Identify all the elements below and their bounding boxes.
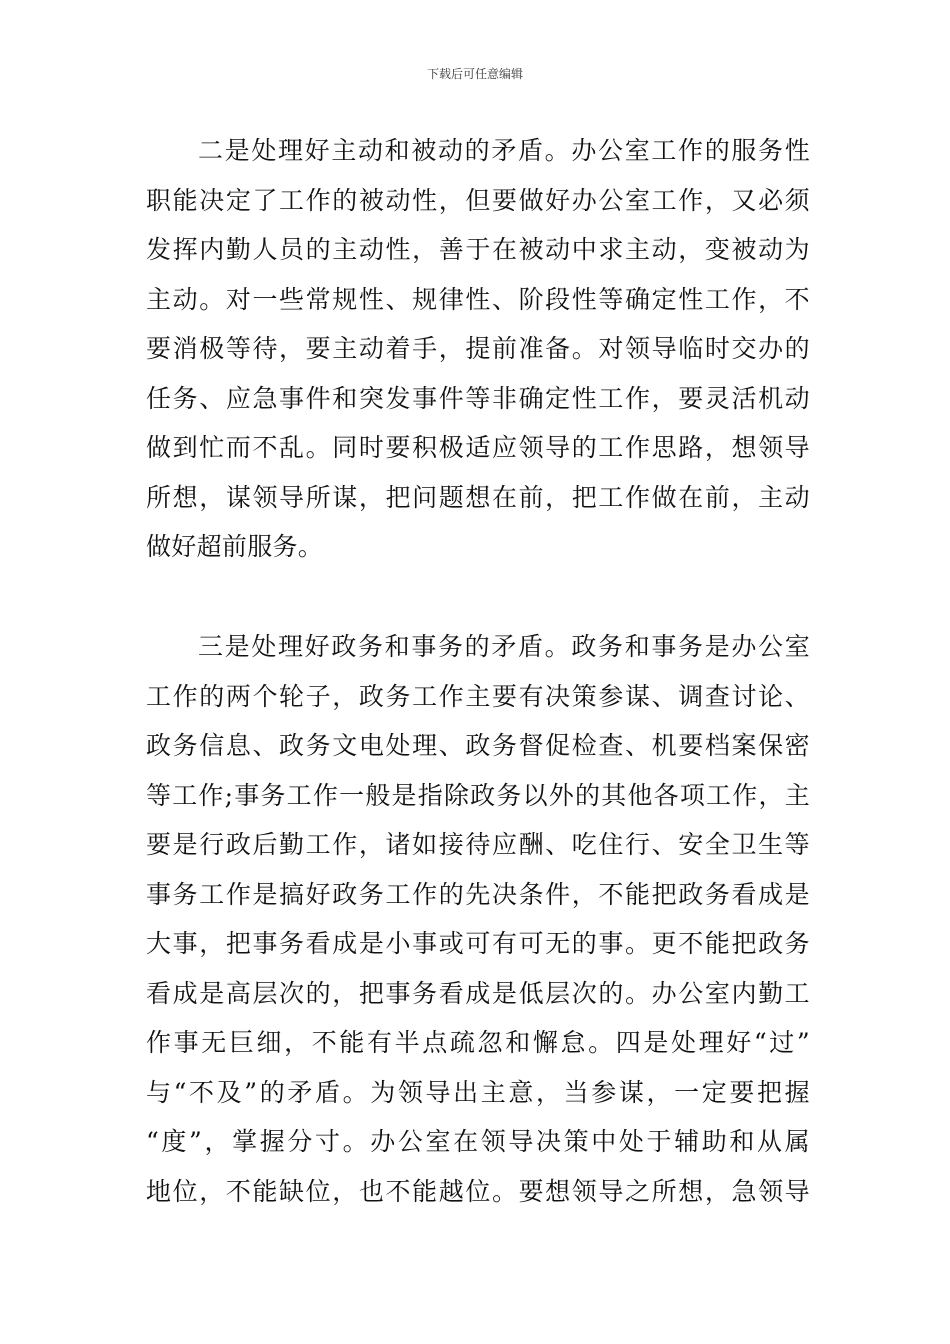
text-line: 政务信息、政务文电处理、政务督促检查、机要档案保密: [146, 731, 810, 760]
text-line: 发挥内勤人员的主动性，善于在被动中求主动，变被动为: [146, 235, 810, 264]
text-line: 做好超前服务。: [146, 532, 324, 561]
text-line: 与“不及”的矛盾。为领导出主意，当参谋，一定要把握: [146, 1077, 810, 1107]
text-line: 大事，把事务看成是小事或可有可无的事。更不能把政务: [146, 929, 810, 958]
text-line: 要消极等待，要主动着手，提前准备。对领导临时交办的: [146, 334, 810, 363]
text-line: 事务工作是搞好政务工作的先决条件，不能把政务看成是: [146, 879, 810, 909]
text-line: 等工作;事务工作一般是指除政务以外的其他各项工作，主: [146, 780, 810, 810]
text-line: 作事无巨细，不能有半点疏忽和懈怠。四是处理好“过”: [146, 1028, 810, 1057]
text-line: 三是处理好政务和事务的矛盾。政务和事务是办公室: [198, 632, 810, 661]
page-header: 下载后可任意编辑: [426, 67, 523, 81]
text-line: 任务、应急事件和突发事件等非确定性工作，要灵活机动: [146, 383, 810, 413]
text-line: 二是处理好主动和被动的矛盾。办公室工作的服务性: [198, 136, 810, 165]
text-line: 工作的两个轮子，政务工作主要有决策参谋、调查讨论、: [146, 681, 810, 711]
text-line: 要是行政后勤工作，诸如接待应酬、吃住行、安全卫生等: [146, 830, 810, 859]
text-line: 主动。对一些常规性、规律性、阶段性等确定性工作，不: [146, 284, 810, 314]
paragraph-1: [146, 126, 810, 572]
text-line: 地位，不能缺位，也不能越位。要想领导之所想，急领导: [146, 1176, 810, 1206]
text-line: 做到忙而不乱。同时要积极适应领导的工作思路，想领导: [146, 433, 810, 462]
text-line: “度”，掌握分寸。办公室在领导决策中处于辅助和从属: [146, 1127, 810, 1156]
text-line: 职能决定了工作的被动性，但要做好办公室工作，又必须: [146, 185, 810, 215]
text-line: 看成是高层次的，把事务看成是低层次的。办公室内勤工: [146, 978, 810, 1008]
paragraph-2: [146, 622, 810, 1216]
text-line: 所想，谋领导所谋，把问题想在前，把工作做在前，主动: [146, 482, 810, 512]
